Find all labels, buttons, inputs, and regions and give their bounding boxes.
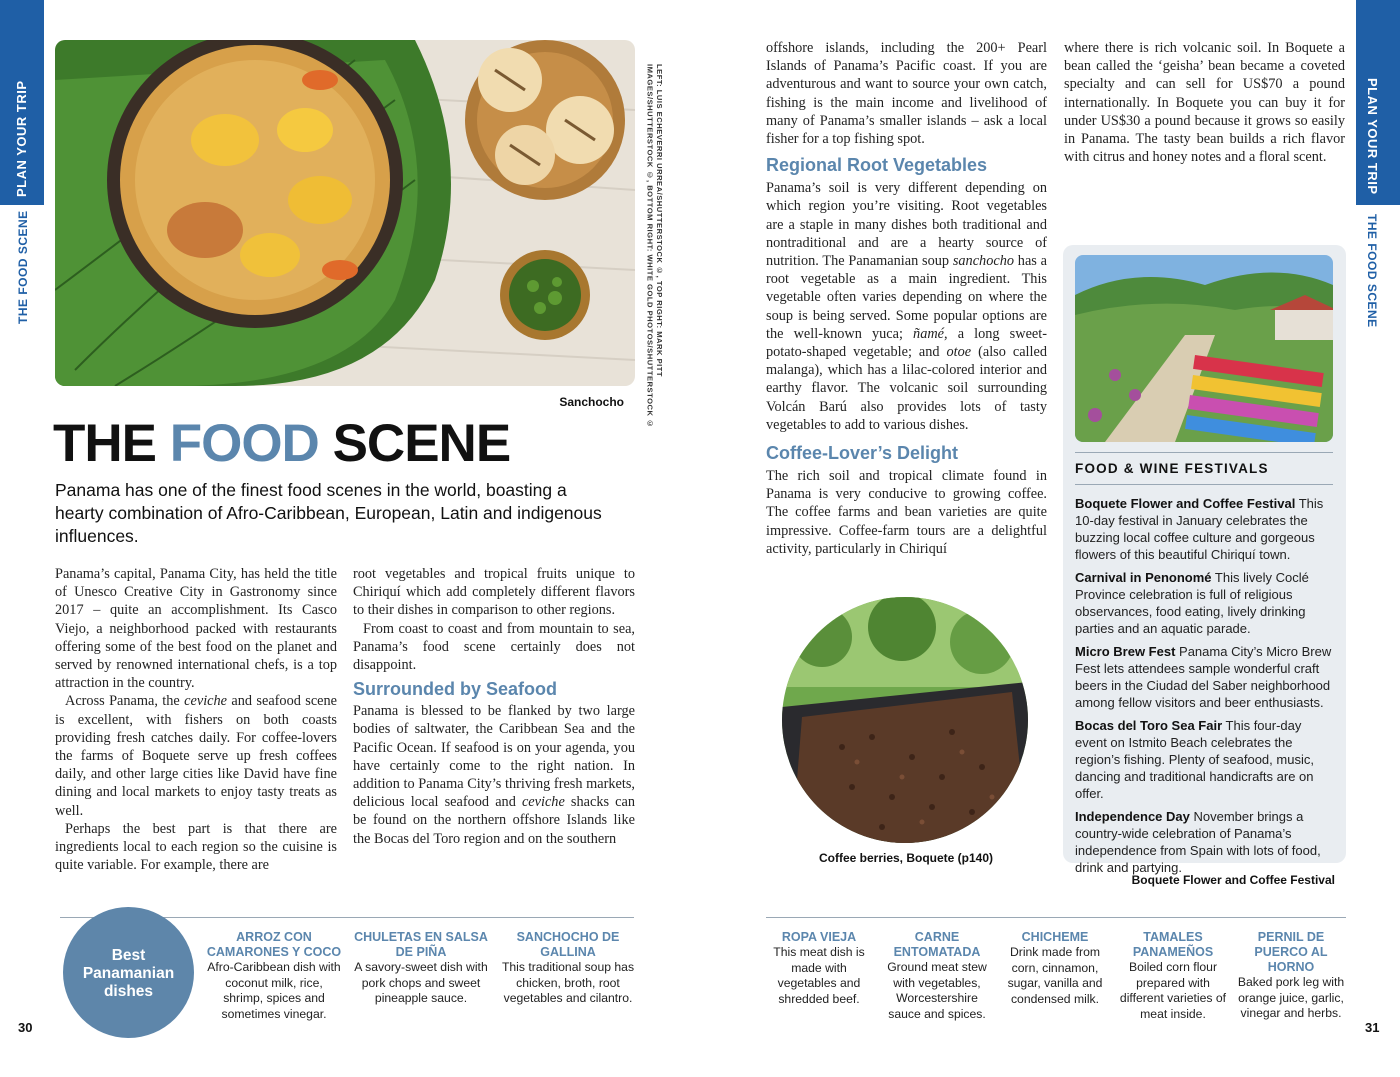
title-part-the: THE bbox=[53, 414, 170, 473]
festivals-list bbox=[1075, 495, 1335, 882]
dish-title: TAMALES PANAMEÑOS bbox=[1132, 930, 1214, 959]
subhead-root-vegetables: Regional Root Vegetables bbox=[766, 155, 988, 176]
dish-title: CARNE ENTOMATADA bbox=[893, 930, 981, 959]
dish-desc: A savory-sweet dish with pork chops and sweet pineapple sauce. bbox=[354, 960, 488, 1005]
festival-item bbox=[1075, 643, 1335, 711]
left-col2-para3a: Panama is blessed to be flanked by two large bodies of saltwater, the Caribbean Sea and the Pacific Ocean. If seafood is on your agenda, you have certainly come to the right nation. In addition to Panama City’s thriving fresh markets, delicious local seafood and bbox=[353, 703, 635, 811]
right-col1-para1b: has a root vegetable as a main ingredient. This vegetable often varies depending on where the soup is being served. Some popular options are the well-known yuca; bbox=[766, 253, 1047, 342]
badge-line-2: Panamanian bbox=[82, 965, 175, 982]
right-col1-para1c: , a long sweet-potato-shaped vegetable; and bbox=[766, 325, 1047, 361]
page-number-right: 31 bbox=[1365, 1020, 1380, 1035]
festival-name: Bocas del Toro Sea Fair bbox=[1075, 718, 1223, 733]
sanchocho-photo bbox=[55, 40, 635, 386]
otoe-em: otoe bbox=[946, 344, 972, 361]
dish-title: ROPA VIEJA bbox=[781, 930, 857, 944]
festival-item bbox=[1075, 808, 1335, 876]
dish-desc: Afro-Caribbean dish with coconut milk, rice, shrimp, spices and sometimes vinegar. bbox=[207, 960, 341, 1021]
flower-festival-illustration bbox=[1075, 255, 1333, 442]
section-tab-left-label: PLAN YOUR TRIP bbox=[14, 80, 29, 197]
festival-item bbox=[1075, 717, 1335, 802]
best-dishes-badge bbox=[63, 907, 194, 1038]
dish-desc: Boiled corn flour prepared with different varieties of meat inside. bbox=[1119, 960, 1227, 1021]
right-col1-para0: offshore islands, including the 200+ Pearl Islands of Panama’s Pacific coast. If you are adventurous and want to source your own catch, fishing is the main income and livelihood of many of Panama’s smaller islands – ask a local fisher for a top fishing spot. bbox=[766, 40, 1047, 148]
dish-desc: Baked pork leg with orange juice, garlic, vinegar and herbs. bbox=[1237, 975, 1345, 1020]
chapter-label-left: THE FOOD SCENE bbox=[16, 210, 30, 324]
dish-left-2 bbox=[352, 930, 490, 1007]
festival-text: This four-day event on Istmito Beach celebrates the region’s fishing. Plenty of seafood, music, dancing and traditional handicrafts are on offer. bbox=[1075, 718, 1314, 801]
left-column-2 bbox=[353, 565, 635, 848]
dish-right-3 bbox=[1002, 930, 1108, 1007]
dish-desc: This meat dish is made with vegetables and shredded beef. bbox=[773, 945, 865, 1006]
right-col1-para2: The rich soil and tropical climate found in Panama is very conducive to growing coffee. The coffee farms and bean varieties are quite impressive. Coffee-farm tours are a delightful activity, particularly in Chiriquí bbox=[766, 468, 1047, 557]
right-column-1 bbox=[766, 39, 1047, 558]
dish-title: PERNIL DE PUERCO AL HORNO bbox=[1254, 930, 1328, 974]
chapter-label-right: THE FOOD SCENE bbox=[1365, 214, 1379, 328]
subhead-seafood: Surrounded by Seafood bbox=[353, 679, 558, 700]
left-column-1 bbox=[55, 565, 337, 874]
dish-desc: Drink made from corn, cinnamon, sugar, vanilla and condensed milk. bbox=[1007, 945, 1103, 1006]
festival-text: November brings a country-wide celebration of Panama’s independence from Spain with lots of food, drink and partying. bbox=[1075, 809, 1321, 875]
ceviche-em-1: ceviche bbox=[184, 693, 228, 710]
name-em: ñamé bbox=[913, 325, 945, 342]
dish-desc: This traditional soup has chicken, broth, root vegetables and cilantro. bbox=[501, 960, 635, 1005]
festival-text: This lively Coclé Province celebration is full of religious observances, food eating, lively drinking parties and an aquatic parade. bbox=[1075, 570, 1309, 636]
dish-right-1 bbox=[768, 930, 870, 1007]
dish-right-4 bbox=[1118, 930, 1228, 1022]
festival-name: Carnival in Penonomé bbox=[1075, 570, 1212, 585]
dish-title: ARROZ CON CAMARONES Y COCO bbox=[206, 930, 342, 959]
sanchocho-photo-illustration bbox=[55, 40, 635, 386]
right-col1-para1 bbox=[766, 179, 1047, 434]
photo-credit: LEFT: LUIS ECHEVERRI URREA/SHUTTERSTOCK ©, TOP RIGHT: MARK PITT IMAGES/SHUTTERSTOCK ©, BOTTOM RIGHT: WHITE GOLD PHOTOS/SHUTTERSTOCK © bbox=[645, 64, 664, 429]
coffee-caption: Coffee berries, Boquete (p140) bbox=[818, 851, 994, 865]
right-column-2 bbox=[1064, 39, 1345, 166]
left-col1-para2 bbox=[55, 692, 337, 819]
festival-name: Micro Brew Fest bbox=[1075, 644, 1176, 659]
dishes-divider-right bbox=[766, 917, 1346, 918]
badge-line-3: dishes bbox=[103, 983, 154, 1000]
subhead-coffee: Coffee-Lover’s Delight bbox=[766, 443, 959, 464]
page-number-left: 30 bbox=[18, 1020, 33, 1035]
dish-right-5 bbox=[1236, 930, 1346, 1022]
dish-title: CHICHEME bbox=[1021, 930, 1089, 944]
dish-title: SANCHOCHO DE GALLINA bbox=[516, 930, 620, 959]
page-title bbox=[53, 414, 510, 474]
left-col2-para2: From coast to coast and from mountain to sea, Panama’s food scene certainly does not disappoint. bbox=[353, 620, 635, 674]
festival-name: Boquete Flower and Coffee Festival bbox=[1075, 496, 1296, 511]
festival-item bbox=[1075, 569, 1335, 637]
left-col2-para3b: shacks can be found on the northern offshore Islands like the Bocas del Toro region and on the southern bbox=[353, 794, 635, 847]
left-col1-para3: Perhaps the best part is that there are ingredients local to each region so the cuisine is quite variable. For example, there are bbox=[55, 820, 337, 874]
festival-text: Panama City’s Micro Brew Fest lets attendees sample wonderful craft beers in the Ciudad del Saber neighborhood among fellow visitors and beer enthusiasts. bbox=[1075, 644, 1332, 710]
sanchocho-em: sanchocho bbox=[952, 253, 1014, 270]
right-col1-para1a: Panama’s soil is very different depending on which region you’re visiting. Root vegetables are a staple in many dishes both traditional and nontraditional and are a hearty source of nutrition. The Panamanian soup bbox=[766, 180, 1047, 270]
dish-title: CHULETAS EN SALSA DE PIÑA bbox=[354, 930, 488, 959]
festivals-rule bbox=[1075, 452, 1333, 453]
coffee-berries-illustration bbox=[782, 597, 1028, 843]
festivals-rule-2 bbox=[1075, 484, 1333, 485]
left-col1-para2a: Across Panama, the bbox=[65, 693, 185, 710]
dish-right-2 bbox=[880, 930, 994, 1022]
dish-desc: Ground meat stew with vegetables, Worcestershire sauce and spices. bbox=[887, 960, 987, 1021]
title-part-scene: SCENE bbox=[318, 414, 511, 473]
right-col1-para1d: (also called malanga), which has a lilac-colored interior and earthy flavor. The volcanic soil surrounding Volcán Barú also provides lots of tasty vegetables to add to various dishes. bbox=[766, 344, 1047, 433]
sanchocho-caption: Sanchocho bbox=[559, 395, 624, 409]
intro-text: Panama has one of the finest food scenes in the world, boasting a hearty combination of Afro-Caribbean, European, Latin and indigenous influences. bbox=[55, 480, 602, 546]
coffee-berries-photo bbox=[782, 597, 1028, 843]
left-col2-para1: root vegetables and tropical fruits unique to Chiriquí which add completely different flavors to their dishes in comparison to other regions. bbox=[353, 566, 635, 619]
dish-left-3 bbox=[500, 930, 636, 1007]
dish-left-1 bbox=[206, 930, 342, 1022]
festival-item bbox=[1075, 495, 1335, 563]
section-tab-right-label: PLAN YOUR TRIP bbox=[1365, 78, 1380, 195]
left-col2-para3 bbox=[353, 702, 635, 848]
left-col1-para1: Panama’s capital, Panama City, has held the title of Unesco Creative City in Gastronomy since 2017 – quite an accomplishment. Its Casco Viejo, a neighborhood packed with restaurants offering some of the best food on the planet and served by renowned international chefs, is a top attraction in the country. bbox=[55, 566, 337, 692]
title-part-food: FOOD bbox=[169, 414, 319, 473]
festivals-heading: FOOD & WINE FESTIVALS bbox=[1075, 461, 1269, 476]
right-col2-para0: where there is rich volcanic soil. In Boquete a bean called the ‘geisha’ bean became a coveted specialty and can sell for US$70 a pound internationally. In Boquete you can buy it for under US$30 a pound because it grows so easily in Panama. The tasty bean builds a rich flavor with citrus and honey notes and a floral scent. bbox=[1064, 40, 1345, 166]
flower-festival-photo bbox=[1075, 255, 1333, 442]
ceviche-em-2: ceviche bbox=[521, 794, 565, 811]
festival-text: This 10-day festival in January celebrates the buzzing local coffee culture and gorgeous flowers of this beautiful Chiriquí town. bbox=[1075, 496, 1324, 562]
festival-name: Independence Day bbox=[1075, 809, 1190, 824]
badge-line-1: Best bbox=[111, 947, 146, 964]
flower-festival-caption: Boquete Flower and Coffee Festival bbox=[1131, 873, 1335, 887]
left-col1-para2b: and seafood scene is excellent, with fishers on both coasts providing fresh catches daily. For coffee-lovers the farms of Boquete serve up fresh coffees daily, and other large cities like David have fine dining and local markets to enjoy tasty treats as well. bbox=[55, 693, 338, 819]
